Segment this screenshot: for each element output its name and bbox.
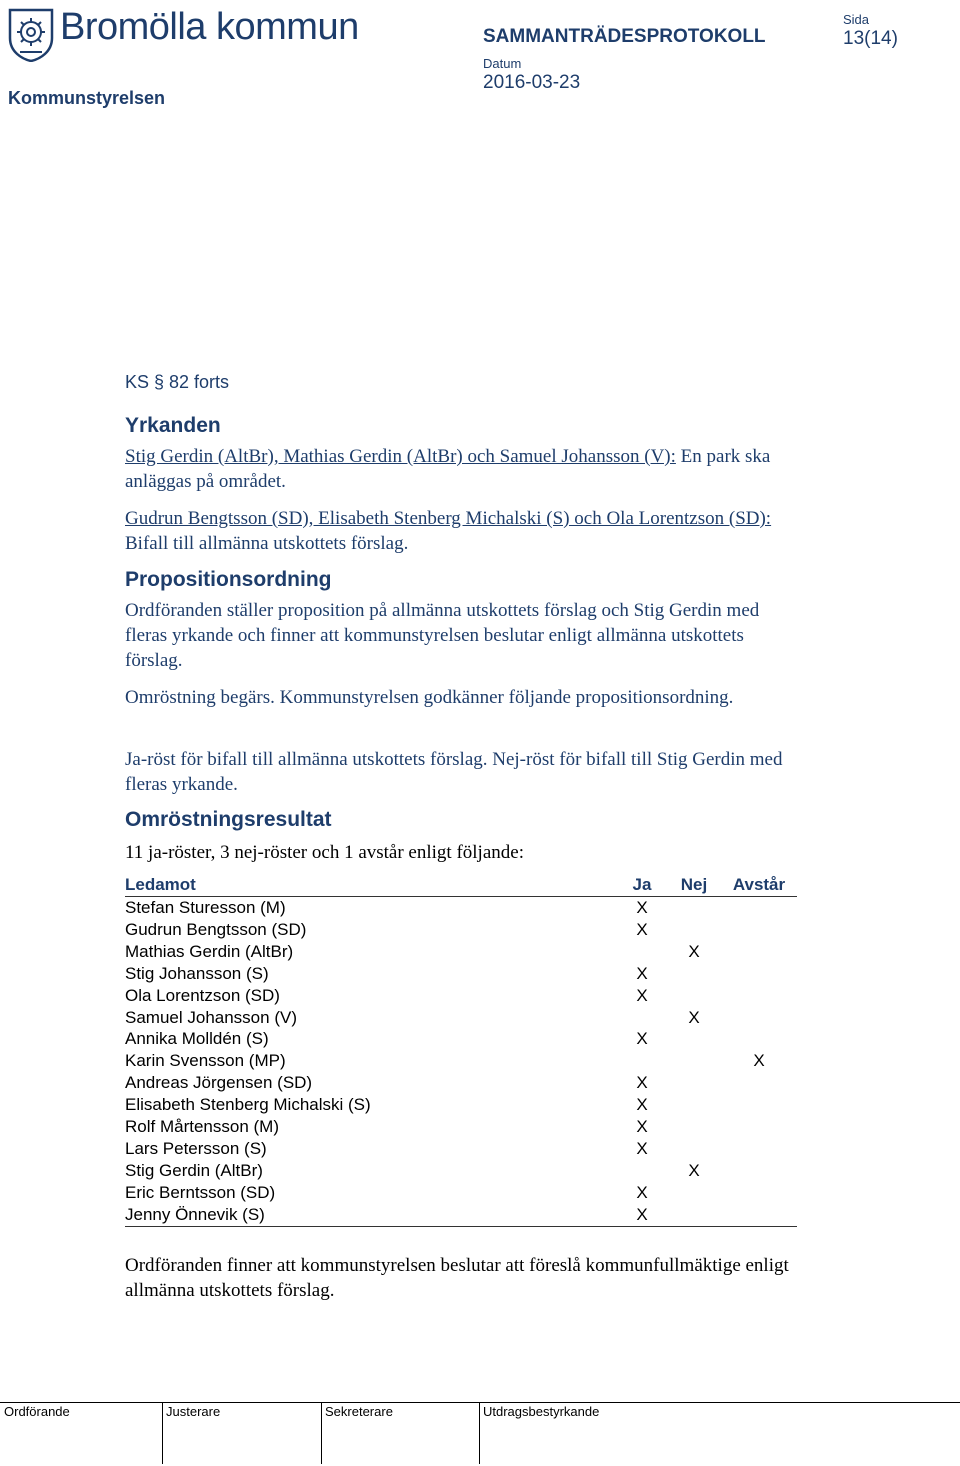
member-name: Elisabeth Stenberg Michalski (S) — [125, 1095, 371, 1115]
vote-ja — [617, 941, 667, 963]
coat-of-arms-icon — [8, 8, 54, 62]
vote-table-row — [125, 1204, 797, 1226]
member-name: Lars Petersson (S) — [125, 1138, 267, 1158]
vote-nej — [667, 1138, 721, 1160]
column-header-ledamot: Ledamot — [125, 874, 617, 897]
heading-yrkanden: Yrkanden — [125, 414, 221, 437]
vote-ja — [617, 1007, 667, 1029]
member-name: Andreas Jörgensen (SD) — [125, 1073, 313, 1093]
vote-ja: X — [636, 1117, 648, 1137]
vote-nej — [667, 1182, 721, 1204]
member-name: Stefan Sturesson (M) — [125, 898, 286, 917]
vote-avstar — [721, 985, 797, 1007]
vote-nej — [667, 1204, 721, 1226]
document-type: SAMMANTRÄDESPROTOKOLL — [483, 26, 766, 47]
signature-label-ordforande: Ordförande — [4, 1404, 70, 1419]
column-header-ja: Ja — [617, 874, 667, 897]
signature-label-utdragsbestyrkande: Utdragsbestyrkande — [483, 1404, 600, 1419]
date-label: Datum — [483, 56, 522, 71]
yrkande-paragraph-2 — [125, 506, 805, 556]
signature-row-divider — [0, 1402, 960, 1403]
member-name: Jenny Önnevik (S) — [125, 1204, 617, 1226]
vote-table-row — [125, 963, 797, 985]
page-number: 13(14) — [843, 28, 898, 49]
vote-table-row — [125, 1160, 797, 1182]
vote-ja: X — [636, 919, 648, 939]
vote-table-header-row — [125, 874, 797, 897]
section-reference: KS § 82 forts — [125, 372, 230, 392]
vote-ja: X — [617, 1204, 667, 1226]
member-name: Ola Lorentzson (SD) — [125, 985, 280, 1005]
vote-ja: X — [636, 1073, 648, 1093]
yrkande-1-text: En park ska anläggas på området. — [125, 446, 771, 492]
vote-ja: X — [636, 1095, 648, 1115]
vote-nej: X — [688, 1160, 700, 1180]
vote-table-body — [125, 897, 797, 1227]
vote-table-row — [125, 897, 797, 919]
vote-ja: X — [636, 898, 648, 917]
vote-table-row — [125, 1050, 797, 1072]
vote-ja: X — [636, 1029, 648, 1049]
page-label: Sida — [843, 12, 870, 27]
yrkande-paragraph-1 — [125, 444, 805, 494]
vote-ja — [617, 1050, 667, 1072]
column-header-avstar: Avstår — [721, 874, 797, 897]
vote-nej — [667, 919, 721, 941]
vote-summary: 11 ja-röster, 3 nej-röster och 1 avstår enligt följande: — [125, 842, 524, 863]
vote-nej — [667, 985, 721, 1007]
proposition-paragraph-1: Ordföranden ställer proposition på allmänna utskottets förslag och Stig Gerdin med fleras yrkande och finner att kommunstyrelsen beslutar enligt allmänna utskottets förslag. — [125, 600, 760, 671]
vote-nej — [667, 1072, 721, 1094]
vote-nej — [667, 1028, 721, 1050]
yrkande-2-proposers: Gudrun Bengtsson (SD), Elisabeth Stenberg Michalski (S) och Ola Lorentzson (SD): — [125, 508, 772, 529]
vote-ja: X — [636, 985, 648, 1005]
vote-ja: X — [636, 963, 648, 983]
member-name: Samuel Johansson (V) — [125, 1007, 297, 1027]
vote-table-row — [125, 1138, 797, 1160]
vote-avstar — [721, 941, 797, 963]
member-name: Eric Berntsson (SD) — [125, 1182, 276, 1202]
vote-avstar — [721, 1094, 797, 1116]
signature-label-sekreterare: Sekreterare — [325, 1404, 393, 1419]
vote-table-row — [125, 941, 797, 963]
vote-table-row — [125, 1116, 797, 1138]
member-name: Stig Johansson (S) — [125, 963, 269, 983]
vote-table-row — [125, 985, 797, 1007]
vote-avstar — [721, 1072, 797, 1094]
vote-avstar — [721, 1204, 797, 1226]
vote-avstar — [721, 1116, 797, 1138]
signature-cell-divider — [479, 1402, 480, 1464]
meeting-date: 2016-03-23 — [483, 72, 581, 93]
vote-nej — [667, 1050, 721, 1072]
vote-avstar — [721, 1182, 797, 1204]
member-name: Mathias Gerdin (AltBr) — [125, 941, 294, 961]
vote-avstar — [721, 1160, 797, 1182]
municipality-name: Bromölla kommun — [60, 6, 359, 48]
proposition-paragraph-3: Ja-röst för bifall till allmänna utskottets förslag. Nej-röst för bifall till Stig Gerdin med fleras yrkande. — [125, 749, 783, 795]
vote-ja: X — [636, 1182, 648, 1202]
vote-table-row — [125, 1072, 797, 1094]
vote-table-row — [125, 1094, 797, 1116]
vote-nej — [667, 1094, 721, 1116]
vote-avstar — [721, 963, 797, 985]
member-name: Stig Gerdin (AltBr) — [125, 1160, 263, 1180]
board-name: Kommunstyrelsen — [8, 88, 166, 108]
heading-propositionsordning: Propositionsordning — [125, 568, 332, 591]
decision-conclusion: Ordföranden finner att kommunstyrelsen beslutar att föreslå kommunfullmäktige enligt allmänna utskottets förslag. — [125, 1255, 789, 1301]
vote-nej — [667, 1116, 721, 1138]
column-header-nej: Nej — [667, 874, 721, 897]
proposition-paragraph-2: Omröstning begärs. Kommunstyrelsen godkänner följande propositionsordning. — [125, 687, 734, 708]
yrkande-1-proposers: Stig Gerdin (AltBr), Mathias Gerdin (AltBr) och Samuel Johansson (V): — [125, 446, 676, 467]
vote-nej: X — [688, 1007, 700, 1027]
signature-label-justerare: Justerare — [166, 1404, 221, 1419]
municipality-logo — [8, 8, 54, 62]
vote-avstar — [721, 897, 797, 919]
vote-avstar — [721, 1028, 797, 1050]
heading-omrostningsresultat: Omröstningsresultat — [125, 808, 332, 831]
vote-nej: X — [688, 941, 700, 961]
member-name: Gudrun Bengtsson (SD) — [125, 919, 307, 939]
member-name: Karin Svensson (MP) — [125, 1051, 286, 1071]
member-name: Rolf Mårtensson (M) — [125, 1117, 279, 1137]
vote-ja — [617, 1160, 667, 1182]
yrkande-2-text: Bifall till allmänna utskottets förslag. — [125, 533, 409, 554]
vote-ja: X — [636, 1138, 648, 1158]
vote-avstar: X — [753, 1051, 765, 1071]
vote-nej — [667, 897, 721, 919]
vote-table — [125, 874, 797, 1227]
signature-cell-divider — [162, 1402, 163, 1464]
vote-avstar — [721, 1007, 797, 1029]
vote-table-row — [125, 919, 797, 941]
vote-avstar — [721, 1138, 797, 1160]
member-name: Annika Molldén (S) — [125, 1029, 269, 1049]
vote-table-row — [125, 1007, 797, 1029]
vote-table-row — [125, 1028, 797, 1050]
signature-cell-divider — [321, 1402, 322, 1464]
vote-avstar — [721, 919, 797, 941]
vote-table-row — [125, 1182, 797, 1204]
vote-nej — [667, 963, 721, 985]
